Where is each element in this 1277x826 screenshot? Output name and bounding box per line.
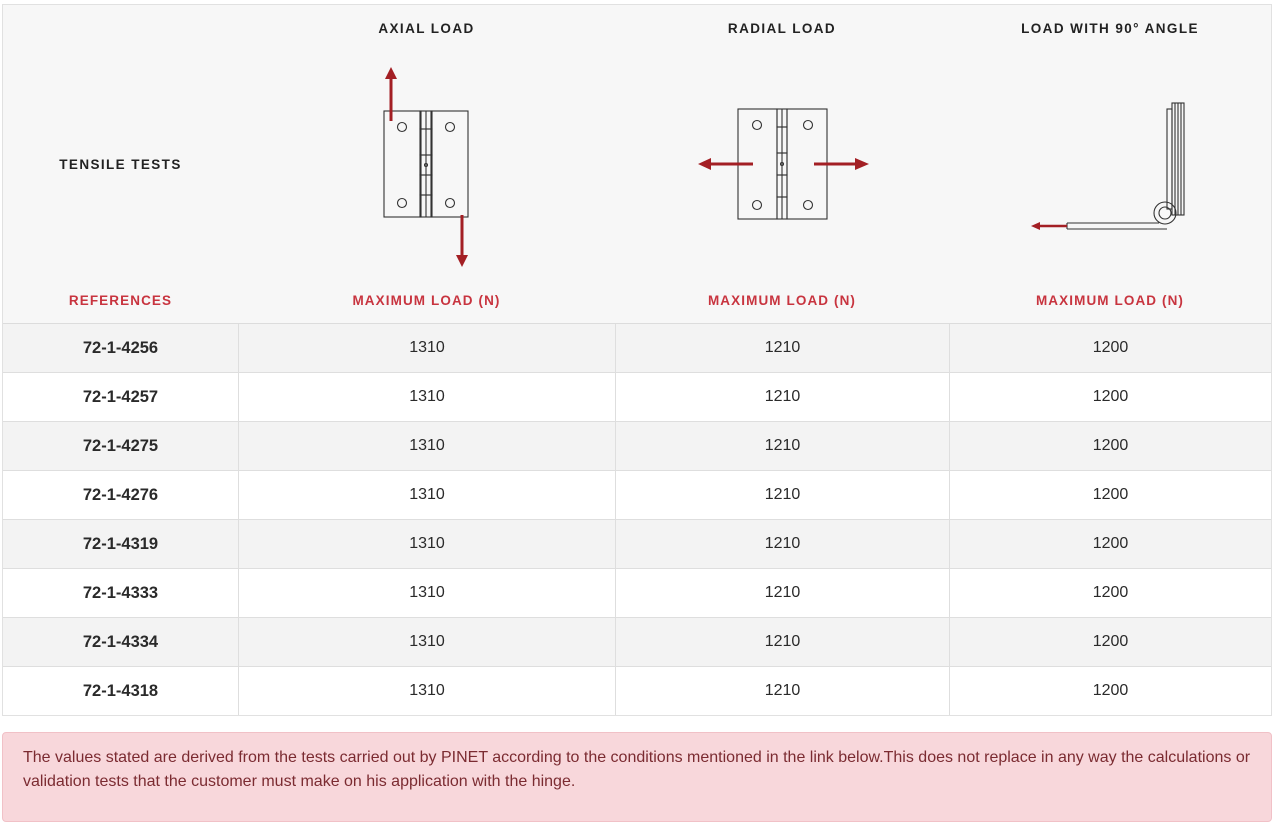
axial-value-cell: 1310 (238, 373, 615, 421)
radial-value-cell: 1210 (615, 667, 949, 715)
table-header (3, 5, 1271, 324)
axial-value-cell: 1310 (238, 667, 615, 715)
axial-value-cell: 1310 (238, 520, 615, 568)
tensile-tests-label: TENSILE TESTS (59, 157, 182, 172)
reference-cell: 72-1-4334 (82, 632, 159, 651)
reference-cell: 72-1-4256 (82, 338, 159, 357)
angle-load-title: LOAD WITH 90° ANGLE (1021, 21, 1199, 36)
angle-value-cell: 1200 (949, 324, 1271, 372)
angle-value-cell: 1200 (949, 373, 1271, 421)
reference-cell: 72-1-4257 (82, 387, 159, 406)
axial-value-cell: 1310 (238, 422, 615, 470)
header-cell-radial (615, 5, 949, 324)
radial-load-title: RADIAL LOAD (727, 21, 837, 36)
angle-value-cell: 1200 (949, 471, 1271, 519)
header-cell-angle (949, 5, 1271, 324)
table-row (3, 618, 1271, 667)
radial-value-cell: 1210 (615, 520, 949, 568)
table-row (3, 422, 1271, 471)
angle-value-cell: 1200 (949, 422, 1271, 470)
table-row (3, 324, 1271, 373)
radial-value-cell: 1210 (615, 569, 949, 617)
radial-value-cell: 1210 (615, 422, 949, 470)
table-row (3, 373, 1271, 422)
axial-load-hinge-icon (368, 63, 488, 273)
disclaimer-text: The values stated are derived from the tests carried out by PINET according to the conditions mentioned in the link below.This does not replace in any way the calculations or validation tests that the customer must make on his application with the hinge. (23, 749, 1251, 790)
table-row (3, 471, 1271, 520)
reference-cell: 72-1-4318 (82, 681, 159, 700)
radial-value-cell: 1210 (615, 471, 949, 519)
axial-value-cell: 1310 (238, 569, 615, 617)
axial-max-load-label: MAXIMUM LOAD (N) (352, 293, 501, 308)
table-row (3, 569, 1271, 618)
reference-cell: 72-1-4275 (82, 436, 159, 455)
radial-value-cell: 1210 (615, 618, 949, 666)
table-row (3, 520, 1271, 569)
reference-cell: 72-1-4276 (82, 485, 159, 504)
axial-value-cell: 1310 (238, 471, 615, 519)
angle-max-load-label: MAXIMUM LOAD (N) (1035, 293, 1185, 308)
radial-value-cell: 1210 (615, 324, 949, 372)
reference-cell: 72-1-4333 (82, 583, 159, 602)
axial-value-cell: 1310 (238, 324, 615, 372)
header-cell-axial (238, 5, 615, 324)
angle-value-cell: 1200 (949, 569, 1271, 617)
radial-value-cell: 1210 (615, 373, 949, 421)
disclaimer-alert (2, 732, 1272, 822)
axial-load-title: AXIAL LOAD (378, 21, 475, 36)
axial-value-cell: 1310 (238, 618, 615, 666)
angle-value-cell: 1200 (949, 667, 1271, 715)
header-cell-references (3, 5, 238, 324)
angle-load-hinge-icon (1027, 99, 1197, 235)
angle-value-cell: 1200 (949, 520, 1271, 568)
radial-max-load-label: MAXIMUM LOAD (N) (707, 293, 857, 308)
tensile-tests-table (2, 4, 1272, 716)
references-label: REFERENCES (68, 293, 173, 308)
table-row (3, 667, 1271, 715)
reference-cell: 72-1-4319 (82, 534, 159, 553)
radial-load-hinge-icon (693, 103, 873, 225)
angle-value-cell: 1200 (949, 618, 1271, 666)
